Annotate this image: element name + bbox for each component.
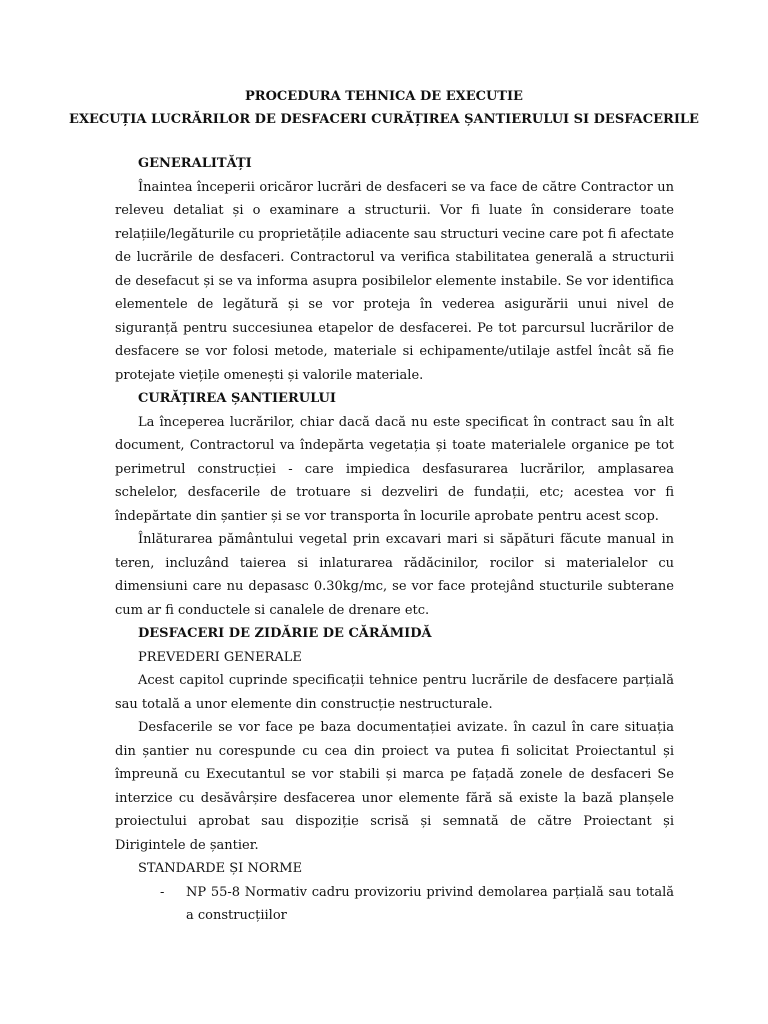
document-title: PROCEDURA TEHNICA DE EXECUTIE [245, 89, 523, 104]
document-body [115, 152, 674, 928]
list-item-text: NP 55-8 Normativ cadru provizoriu privind demolarea parțială sau totală a construcțiilor [186, 884, 674, 923]
paragraph-desfaceri-1: Acest capitol cuprinde specificații tehnice pentru lucrările de desfacere parțială sau totală a unor elemente din construcție nestructurale. [115, 673, 674, 712]
paragraph-generalitati: Înaintea începerii oricăror lucrări de desfaceri se va face de către Contractor un releveu detaliat și o examinare a structurii. Vor fi luate în considerare toate relațiile/legăturile cu proprietățile adiacente sau structuri vecine care pot fi afectate de lucrările de desfaceri. Contractorul va verifica stabilitatea generală a structurii de desefacut și se va informa asupra posibilelor elemente instabile. Se vor identifica elementele de legătură și se vor proteja în vederea asigurării unui nivel de siguranță pentru succesiunea etapelor de desfacerei. Pe tot parcursul lucrărilor de desfacere se vor folosi metode, materiale si echipamente/utilaje astfel încât să fie protejate viețile omenești și valorile materiale. [115, 179, 674, 383]
subheading-standarde: STANDARDE ȘI NORME [138, 861, 303, 876]
section-heading-curatirea: CURĂȚIREA ȘANTIERULUI [138, 391, 336, 406]
subheading-prevederi-generale: PREVEDERI GENERALE [138, 649, 302, 665]
document-subtitle: EXECUȚIA LUCRĂRILOR DE DESFACERI CURĂȚIREA ȘANTIERULUI SI DESFACERILE [69, 112, 699, 127]
list-item [115, 881, 674, 928]
section-heading-generalitati: GENERALITĂȚI [138, 156, 252, 171]
list-dash: - [160, 884, 165, 900]
section-heading-desfaceri: DESFACERI DE ZIDĂRIE DE CĂRĂMIDĂ [138, 626, 432, 641]
paragraph-curatirea-1: La începerea lucrărilor, chiar dacă dacă nu este specificat în contract sau în alt document, Contractorul va îndepărta vegetația și toate materialele organice pe tot perimetrul construcției - care impiedica desfasurarea lucrărilor, amplasarea schelelor, desfacerile de trotuare si dezveliri de fundații, etc; acestea vor fi îndepărtate din șantier și se vor transporta în locurile aprobate pentru acest scop. [115, 414, 674, 524]
paragraph-curatirea-2: Înlăturarea pământului vegetal prin excavari mari si săpături făcute manual in teren, incluzând taierea si inlaturarea rădăcinilor, rocilor si materialelor cu dimensiuni care nu depasasc 0.30kg/mc, se vor face protejând stucturile subterane cum ar fi conductele si canalele de drenare etc. [115, 532, 674, 618]
paragraph-desfaceri-2: Desfacerile se vor face pe baza documentației avizate. în cazul în care situația din șantier nu corespunde cu cea din proiect va putea fi solicitat Proiectantul și împreună cu Executantul se vor stabili și marca pe fațadă zonele de desfaceri Se interzice cu desăvârșire desfacerea unor elemente fără să existe la bază planșele proiectului aprobat sau dispoziție scrisă și semnată de către Proiectant și Dirigintele de șantier. [115, 720, 674, 853]
